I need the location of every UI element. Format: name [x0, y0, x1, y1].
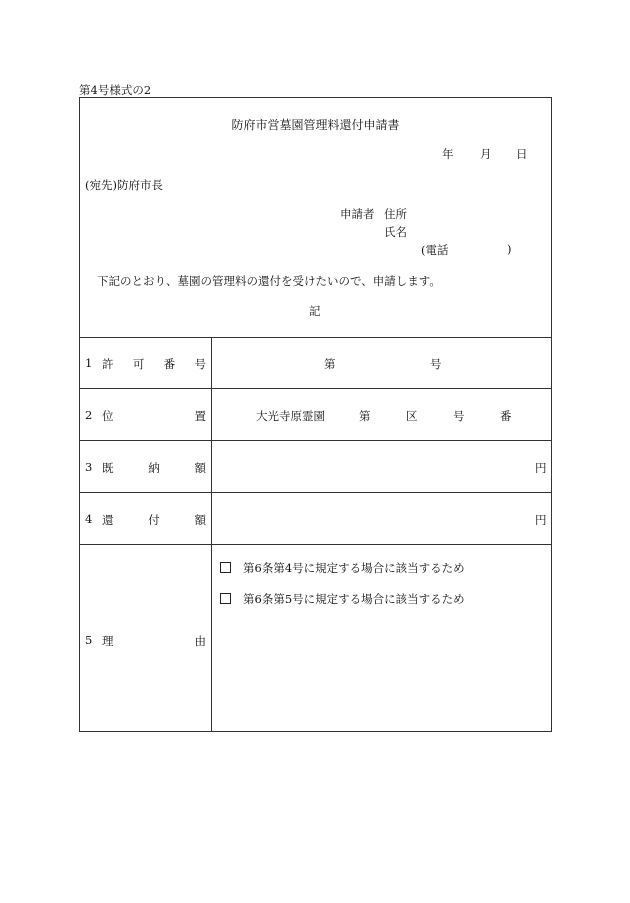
application-form: [79, 97, 552, 732]
address-label: 住所: [384, 207, 407, 221]
reason-option[interactable]: [220, 560, 465, 576]
date-day: 日: [516, 147, 528, 161]
row-divider: [80, 544, 551, 545]
location-ban: 番: [500, 409, 512, 423]
row-number: 1: [85, 356, 93, 370]
reason-label: 理 由: [102, 634, 206, 648]
applicant-label: 申請者: [340, 207, 375, 221]
date-year: 年: [442, 147, 454, 161]
yen-unit: 円: [535, 513, 547, 527]
location-dai: 第: [359, 409, 371, 423]
reason-text: 第6条第4号に規定する場合に該当するため: [243, 561, 465, 575]
reason-option[interactable]: [220, 591, 465, 607]
row-number: 4: [85, 512, 93, 526]
row-divider: [80, 492, 551, 493]
row-number: 3: [85, 460, 93, 474]
body-text: 下記のとおり、墓園の管理料の還付を受けたいので、申請します。: [97, 274, 441, 288]
location-ku: 区: [406, 409, 418, 423]
reason-text: 第6条第5号に規定する場合に該当するため: [243, 592, 465, 606]
row-divider: [80, 440, 551, 441]
cemetery-name: 大光寺原霊園: [256, 409, 325, 423]
refund-amount-label: 還 付 額: [102, 513, 206, 527]
checkbox[interactable]: [220, 593, 231, 604]
location-go: 号: [453, 409, 465, 423]
row-number: 5: [85, 633, 93, 647]
row-divider: [80, 388, 551, 389]
row-number: 2: [85, 408, 93, 422]
column-divider: [211, 337, 212, 731]
date-month: 月: [480, 147, 492, 161]
paid-amount-label: 既 納 額: [102, 461, 206, 475]
phone-close: ): [507, 242, 512, 256]
row-divider: [80, 337, 551, 338]
yen-unit: 円: [535, 461, 547, 475]
permit-go: 号: [430, 357, 442, 371]
form-number: 第4号様式の2: [79, 83, 152, 97]
form-title: 防府市営墓園管理料還付申請書: [231, 118, 400, 132]
location-label: 位 置: [102, 409, 206, 423]
addressee: (宛先)防府市長: [85, 178, 163, 192]
permit-dai: 第: [324, 357, 336, 371]
checkbox[interactable]: [220, 562, 231, 573]
phone-open: (電話: [421, 243, 449, 257]
ki-label: 記: [309, 304, 321, 318]
permit-number-label: 許 可 番 号: [102, 357, 206, 371]
name-label: 氏名: [384, 225, 407, 239]
